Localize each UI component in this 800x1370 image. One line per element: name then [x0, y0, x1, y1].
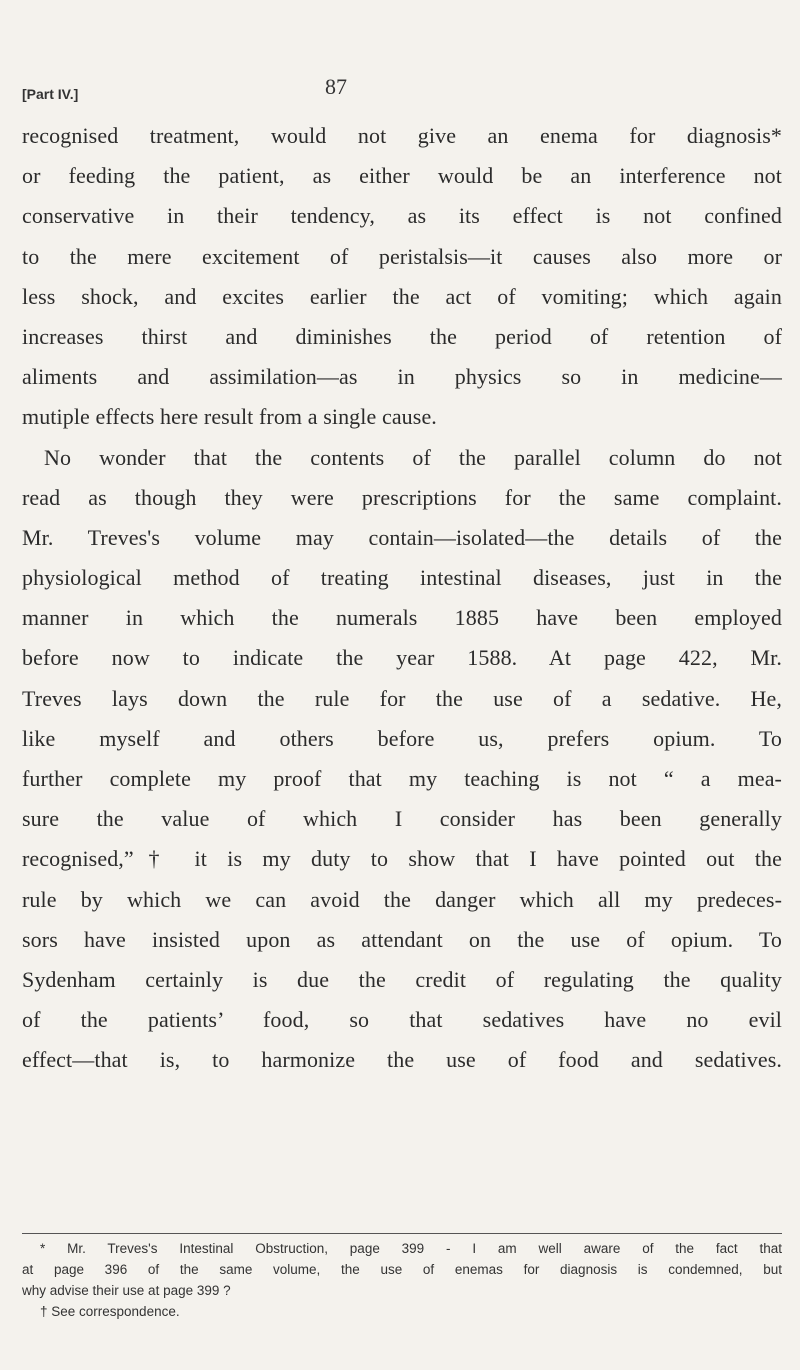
body-line: Sydenham certainly is due the credit of regulating the quality — [22, 966, 782, 992]
body-line: before now to indicate the year 1588. At page 422, Mr. — [22, 645, 782, 671]
body-line: No wonder that the contents of the parallel column do not — [44, 444, 782, 470]
body-line: Treves lays down the rule for the use of a sedative. He, — [22, 685, 782, 711]
body-line: sors have insisted upon as attendant on the use of opium. To — [22, 926, 782, 952]
page-number: 87 — [325, 74, 347, 99]
body-line: conservative in their tendency, as its effect is not confined — [22, 203, 782, 229]
body-line: physiological method of treating intestinal diseases, just in the — [22, 565, 782, 591]
footnotes — [22, 1238, 782, 1322]
body-line: to the mere excitement of peristalsis—it causes also more or — [22, 243, 782, 269]
body-line: of the patients’ food, so that sedatives have no evil — [22, 1007, 782, 1033]
body-line: recognised,”† it is my duty to show that I have pointed out the — [22, 846, 782, 872]
body-line: manner in which the numerals 1885 have been employed — [22, 605, 782, 631]
body-line: increases thirst and diminishes the period of retention of — [22, 323, 782, 349]
body-line: further complete my proof that my teaching is not “ a mea- — [22, 766, 782, 791]
body-line: Mr. Treves's volume may contain—isolated—the details of the — [22, 524, 782, 550]
body-line: sure the value of which I consider has been generally — [22, 806, 782, 832]
body-line: like myself and others before us, prefers opium. To — [22, 725, 782, 751]
body-line: less shock, and excites earlier the act of vomiting; which again — [22, 283, 782, 309]
footnote-line: at page 396 of the same volume, the use of enemas for diagnosis is condemned, but — [22, 1262, 782, 1277]
body-text — [22, 116, 782, 1081]
body-line: effect—that is, to harmonize the use of food and sedatives. — [22, 1047, 782, 1073]
body-line: read as though they were prescriptions for the same complaint. — [22, 484, 782, 510]
footnote-divider — [22, 1233, 782, 1234]
body-line: recognised treatment, would not give an enema for diagnosis* — [22, 123, 782, 148]
page-header — [22, 74, 782, 118]
footnote-line: why advise their use at page 399 ? — [22, 1283, 231, 1298]
part-label: [Part IV.] — [22, 86, 79, 102]
body-line: mutiple effects here result from a single cause. — [22, 404, 437, 430]
body-line: aliments and assimilation—as in physics so in medicine— — [22, 364, 782, 390]
body-line: rule by which we can avoid the danger which all my predeces- — [22, 886, 782, 912]
footnote-line: † See correspondence. — [40, 1304, 180, 1319]
body-line: or feeding the patient, as either would be an interference not — [22, 163, 782, 189]
footnote-line: * Mr. Treves's Intestinal Obstruction, page 399 - I am well aware of the fact that — [40, 1241, 782, 1256]
